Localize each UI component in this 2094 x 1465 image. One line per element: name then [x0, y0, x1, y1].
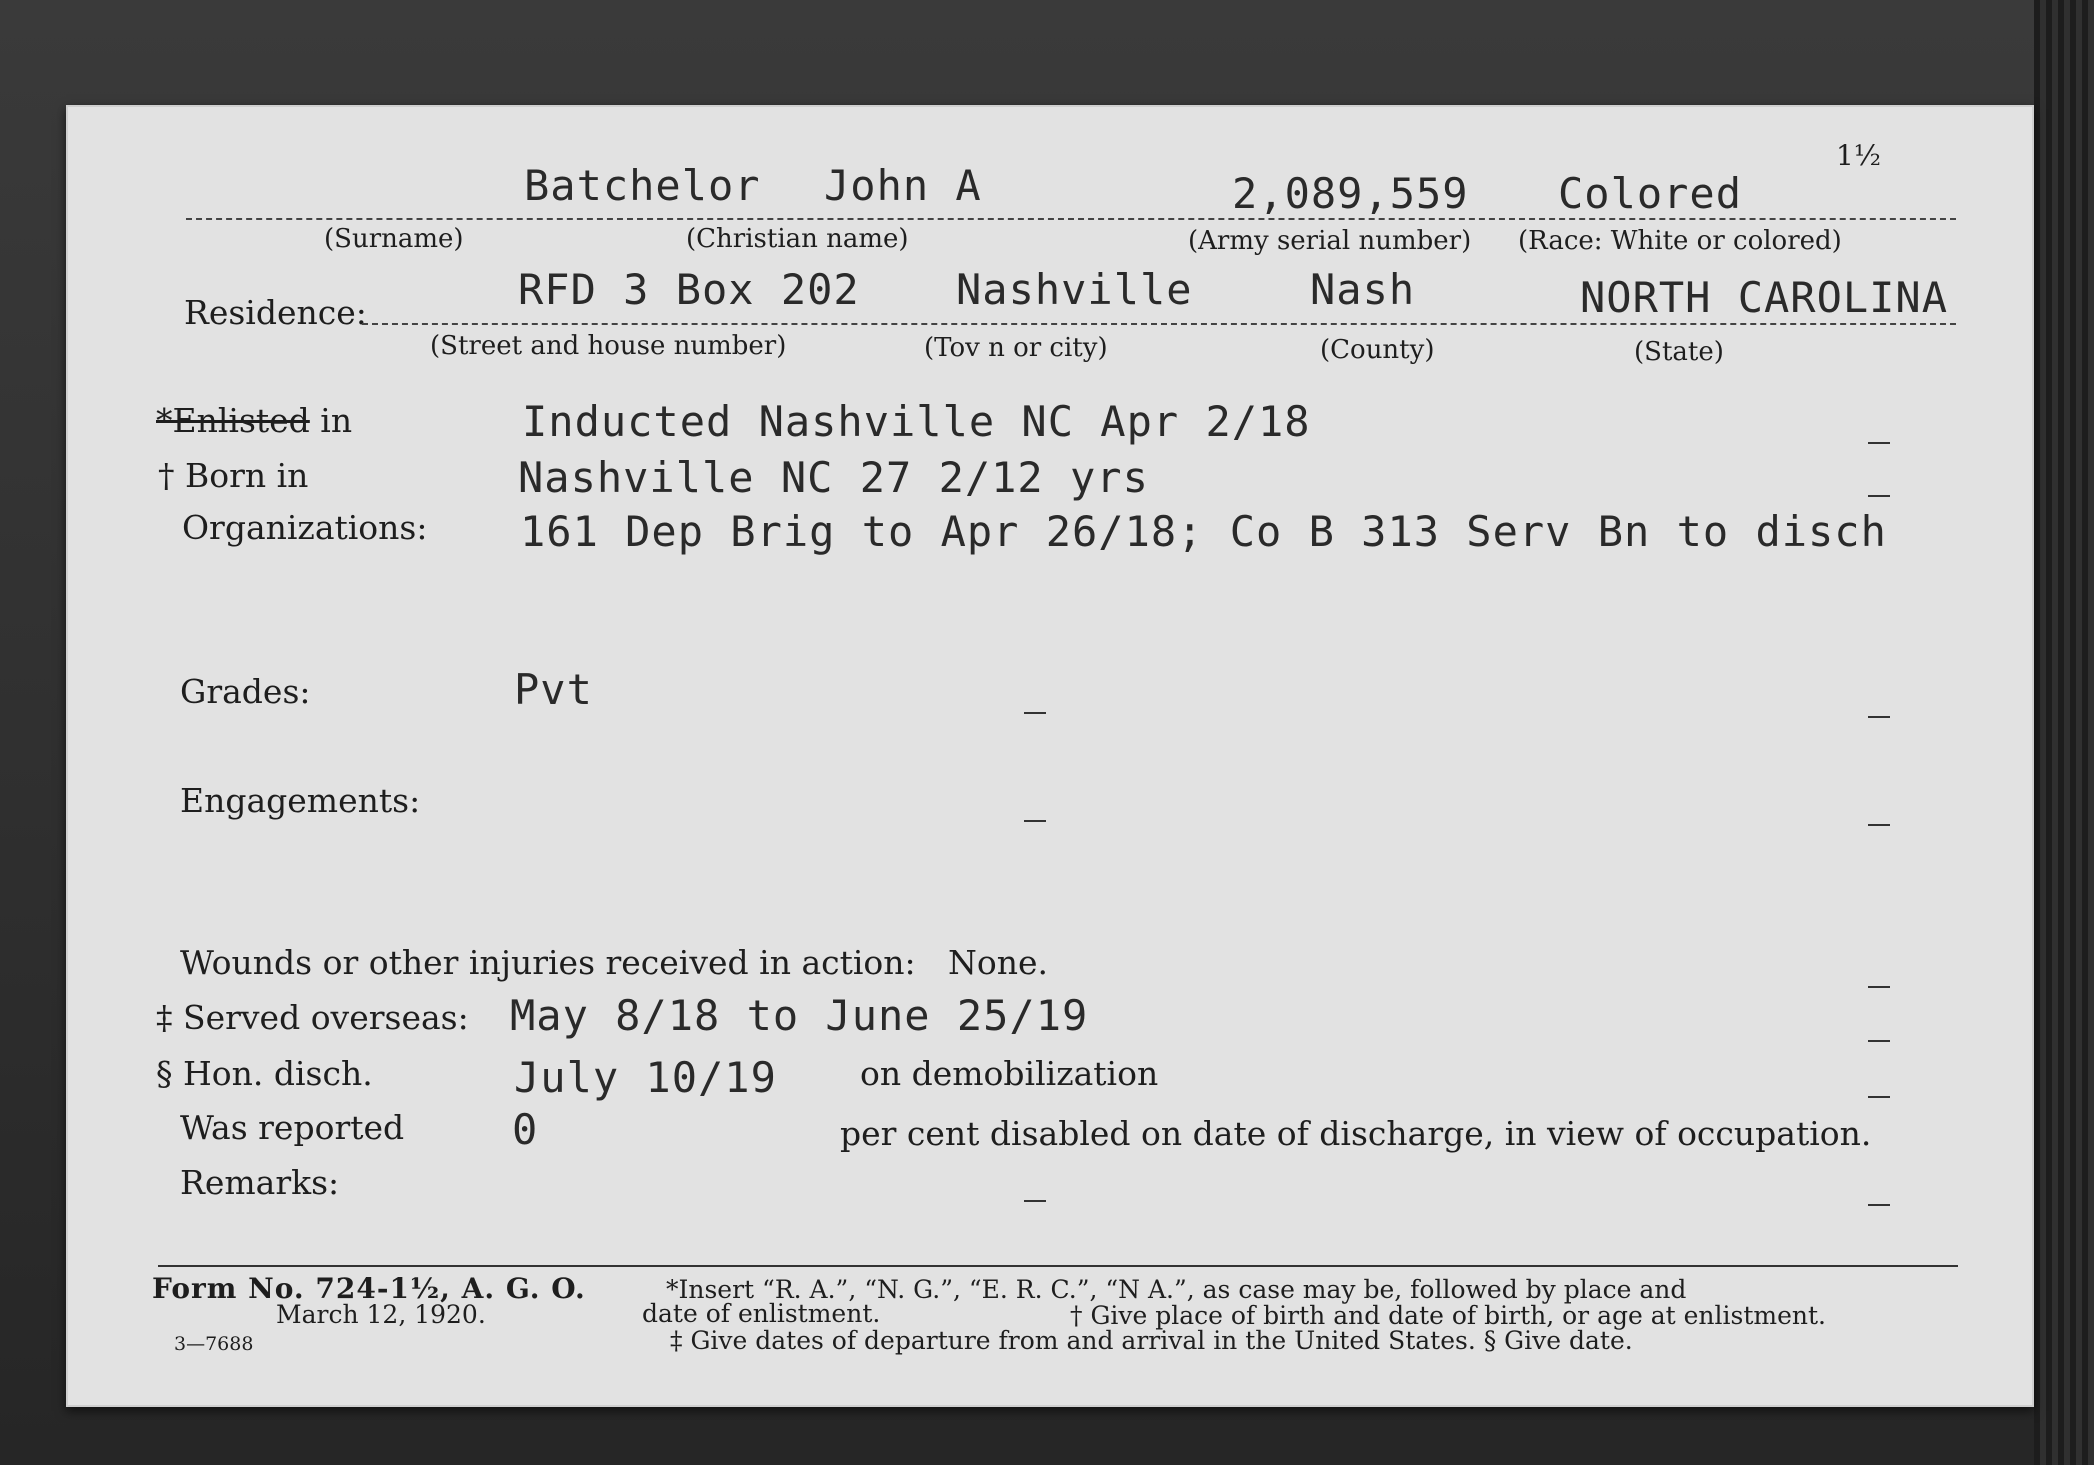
remarks-end-mark [1868, 1204, 1890, 1206]
engagements-mid-mark [1024, 820, 1046, 822]
serial-number-caption: (Army serial number) [1188, 226, 1472, 256]
surname-value: Batchelor [524, 161, 761, 210]
footnote-insert: *Insert “R. A.”, “N. G.”, “E. R. C.”, “N A.”, as case may be, followed by place and [666, 1275, 1687, 1304]
print-code: 3—7688 [174, 1333, 254, 1355]
born-value: Nashville NC 27 2/12 yrs [518, 453, 1149, 502]
state-caption: (State) [1634, 337, 1724, 367]
overseas-end-mark [1868, 1040, 1890, 1042]
residence-street-value: RFD 3 Box 202 [518, 265, 860, 314]
remarks-mid-mark [1024, 1200, 1046, 1202]
footnote-enlistment: date of enlistment. [642, 1299, 881, 1328]
form-date: March 12, 1920. [276, 1300, 486, 1329]
service-record-card [66, 105, 2034, 1407]
wounds-value: None. [948, 943, 1049, 982]
residence-county-value: Nash [1310, 265, 1416, 314]
footer-rule [158, 1265, 1958, 1267]
reported-value: 0 [512, 1105, 539, 1154]
christian-name-value: John A [824, 161, 982, 210]
enlisted-label [156, 401, 352, 440]
born-end-mark [1868, 495, 1890, 497]
residence-line [362, 323, 1956, 325]
race-value: Colored [1558, 169, 1743, 218]
organizations-value: 161 Dep Brig to Apr 26/18; Co B 313 Serv Bn to disch [520, 507, 1887, 556]
hon-disch-label: § Hon. disch. [156, 1054, 373, 1093]
residence-label: Residence: [184, 293, 367, 332]
enlisted-end-mark [1868, 442, 1890, 444]
hon-disch-note: on demobilization [860, 1054, 1159, 1093]
serial-number-value: 2,089,559 [1232, 169, 1469, 218]
grades-end-mark [1868, 716, 1890, 718]
wounds-label: Wounds or other injuries received in action: [180, 943, 916, 982]
town-caption: (Tov n or city) [924, 333, 1108, 363]
remarks-label: Remarks: [180, 1163, 340, 1202]
reported-note: per cent disabled on date of discharge, in view of occupation. [840, 1114, 1872, 1153]
christian-name-caption: (Christian name) [686, 224, 909, 254]
overseas-label: ‡ Served overseas: [156, 998, 469, 1037]
name-line [186, 218, 1956, 220]
overseas-value: May 8/18 to June 25/19 [510, 991, 1089, 1040]
form-number: Form No. 724-1½, A. G. O. [152, 1272, 586, 1305]
engagements-end-mark [1868, 824, 1890, 826]
street-caption: (Street and house number) [430, 331, 787, 361]
residence-town-value: Nashville [956, 265, 1193, 314]
grades-mid-mark [1024, 712, 1046, 714]
wounds-end-mark [1868, 986, 1890, 988]
enlisted-value: Inducted Nashville NC Apr 2/18 [522, 397, 1311, 446]
race-caption: (Race: White or colored) [1518, 226, 1842, 256]
grades-value: Pvt [514, 665, 593, 714]
organizations-label: Organizations: [182, 508, 428, 547]
footnote-overseas: ‡ Give dates of departure from and arrival in the United States. § Give date. [670, 1326, 1633, 1355]
born-label: † Born in [158, 456, 309, 495]
surname-caption: (Surname) [324, 224, 464, 254]
enlisted-in-word: in [309, 401, 353, 440]
corner-mark: 1½ [1836, 139, 1881, 172]
hon-disch-value: July 10/19 [514, 1053, 777, 1102]
residence-state-value: NORTH CAROLINA [1580, 273, 1949, 322]
county-caption: (County) [1320, 335, 1435, 365]
footnote-birth: † Give place of birth and date of birth, or age at enlistment. [1070, 1301, 1826, 1330]
enlisted-struck-word: *Enlisted [156, 401, 310, 440]
hon-disch-end-mark [1868, 1096, 1890, 1098]
scan-edge-strip [2034, 0, 2094, 1465]
engagements-label: Engagements: [180, 781, 421, 820]
grades-label: Grades: [180, 672, 311, 711]
reported-label: Was reported [180, 1108, 405, 1147]
